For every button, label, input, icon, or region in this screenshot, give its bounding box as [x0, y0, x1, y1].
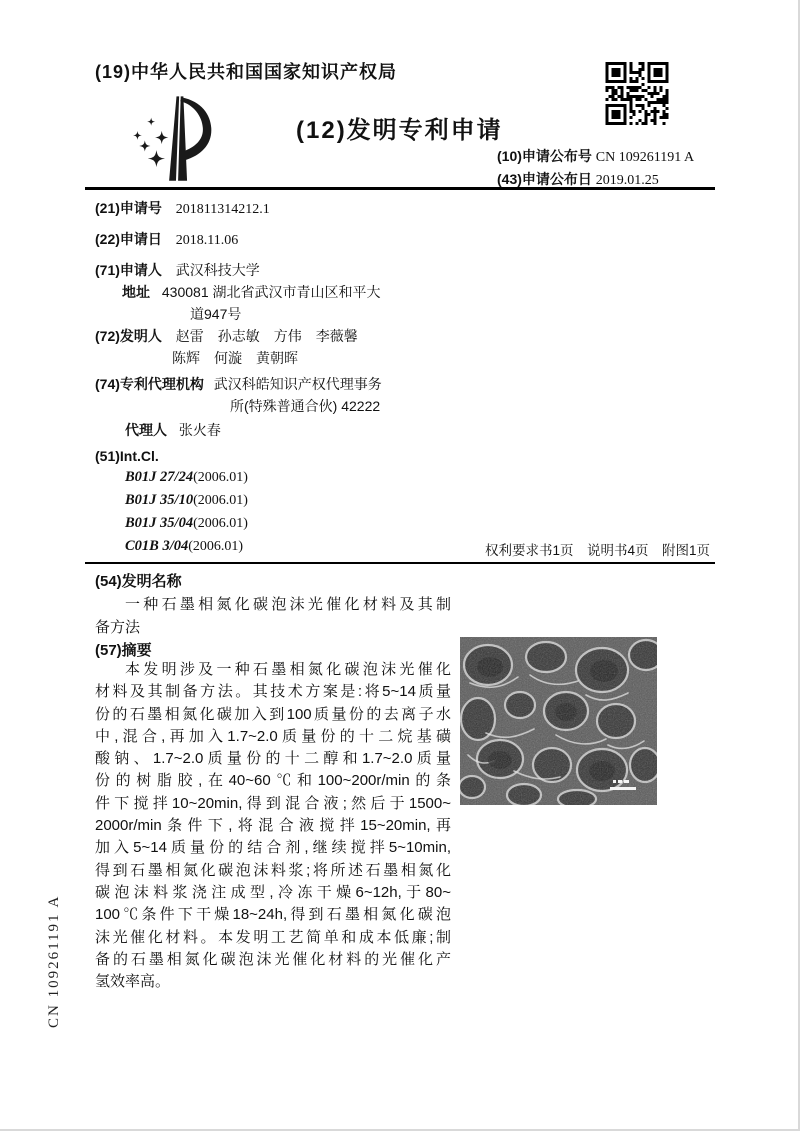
publication-date-line — [497, 169, 659, 189]
pages-summary: 权利要求书1页 说明书4页 附图1页 — [484, 543, 710, 558]
agent-row — [125, 420, 221, 440]
application-number-value: 201811314212.1 — [175, 202, 270, 217]
invention-title-line1: 一种石墨相氮化碳泡沫光催化材料及其制 — [125, 596, 451, 613]
application-date-row — [95, 229, 238, 251]
abstract-line: 加入5~14质量份的结合剂,继续搅拌5~10min, — [95, 839, 451, 857]
intcl-version: (2006.01) — [193, 493, 248, 508]
document-type-title: (12)发明专利申请 — [296, 117, 503, 144]
publication-number-value: CN 109261191 A — [595, 150, 695, 165]
qr-code — [604, 62, 670, 125]
application-date-label: (22)申请日 — [95, 231, 162, 247]
side-publication-code: CN 109261191 A — [46, 894, 62, 1028]
applicant-row — [95, 260, 260, 280]
intcl-version: (2006.01) — [193, 516, 248, 531]
application-date-value: 2018.11.06 — [175, 233, 239, 248]
publication-number-line — [497, 146, 694, 166]
intcl-version: (2006.01) — [188, 539, 244, 554]
abstract-line: 材料及其制备方法。其技术方案是:将5~14质量 — [95, 683, 451, 701]
application-number-label: (21)申请号 — [95, 200, 162, 216]
applicant-value: 武汉科技大学 — [175, 262, 260, 278]
invention-title-label: (54)发明名称 — [95, 573, 182, 590]
section-divider — [85, 562, 715, 564]
inventors-line2: 陈辉 何漩 黄朝晖 — [172, 350, 298, 366]
sem-micrograph-figure — [460, 637, 657, 805]
abstract-line: 2000r/min条件下,将混合液搅拌15~20min,再 — [95, 817, 451, 835]
abstract-line: 碳泡沫料浆浇注成型,冷冻干燥6~12h,于80~ — [95, 883, 451, 901]
abstract-line: 沫光催化材料。本发明工艺简单和成本低廉;制 — [95, 928, 451, 946]
abstract-line: 中,混合,再加入1.7~2.0质量份的十二烷基磺 — [95, 727, 451, 745]
intcl-row — [125, 491, 248, 509]
address-row — [122, 282, 381, 302]
abstract-line: 本发明涉及一种石墨相氮化碳泡沫光催化 — [125, 661, 451, 678]
address-label: 地址 — [122, 284, 150, 300]
cnipa-logo-icon — [113, 90, 221, 185]
intcl-code: B01J 35/04 — [125, 515, 194, 531]
agency-line1: 武汉科皓知识产权代理事务 — [213, 376, 382, 392]
abstract-line: 份的石墨相氮化碳加入到100质量份的去离子水 — [95, 705, 451, 723]
intcl-label: (51)Int.Cl. — [95, 448, 159, 464]
intcl-version: (2006.01) — [193, 470, 248, 485]
abstract-line: 酸钠、1.7~2.0质量份的十二醇和1.7~2.0质量 — [95, 750, 451, 768]
abstract-line: 件下搅拌10~20min,得到混合液;然后于1500~ — [95, 794, 451, 812]
intcl-row — [125, 514, 248, 532]
intcl-code: C01B 3/04 — [125, 538, 189, 554]
abstract-text — [95, 659, 451, 993]
inventors-label: (72)发明人 — [95, 328, 162, 344]
intcl-code: B01J 27/24 — [125, 469, 194, 485]
publication-date-label: (43)申请公布日 — [497, 171, 592, 187]
agency-line2: 所(特殊普通合伙) 42222 — [230, 398, 381, 414]
agent-label: 代理人 — [125, 422, 167, 438]
intcl-row — [125, 468, 248, 486]
abstract-line: 得到石墨相氮化碳泡沫料浆;将所述石墨相氮化 — [95, 861, 451, 879]
office-name: (19)中华人民共和国国家知识产权局 — [95, 62, 398, 82]
address-line2: 道947号 — [190, 306, 242, 322]
abstract-line: 备的石墨相氮化碳泡沫光催化材料的光催化产 — [95, 950, 451, 968]
intcl-code: B01J 35/10 — [125, 492, 194, 508]
abstract-line: 100℃条件下干燥18~24h,得到石墨相氮化碳泡 — [95, 906, 451, 924]
abstract-label: (57)摘要 — [95, 642, 152, 659]
agency-row — [95, 374, 382, 394]
header-divider — [85, 187, 715, 190]
agent-value: 张火春 — [178, 422, 221, 438]
abstract-line: 份的树脂胶,在40~60℃和100~200r/min的条 — [95, 772, 451, 790]
inventors-line1: 赵雷 孙志敏 方伟 李薇馨 — [175, 328, 358, 344]
agency-label: (74)专利代理机构 — [95, 376, 204, 392]
publication-number-label: (10)申请公布号 — [497, 148, 592, 164]
inventors-row — [95, 326, 358, 346]
invention-title-line2: 备方法 — [95, 619, 141, 636]
application-number-row — [95, 198, 270, 220]
applicant-label: (71)申请人 — [95, 262, 162, 278]
publication-date-value: 2019.01.25 — [595, 173, 659, 188]
abstract-line: 氢效率高。 — [95, 973, 171, 991]
intcl-row — [125, 537, 243, 555]
address-line1: 430081 湖北省武汉市青山区和平大 — [161, 284, 381, 300]
